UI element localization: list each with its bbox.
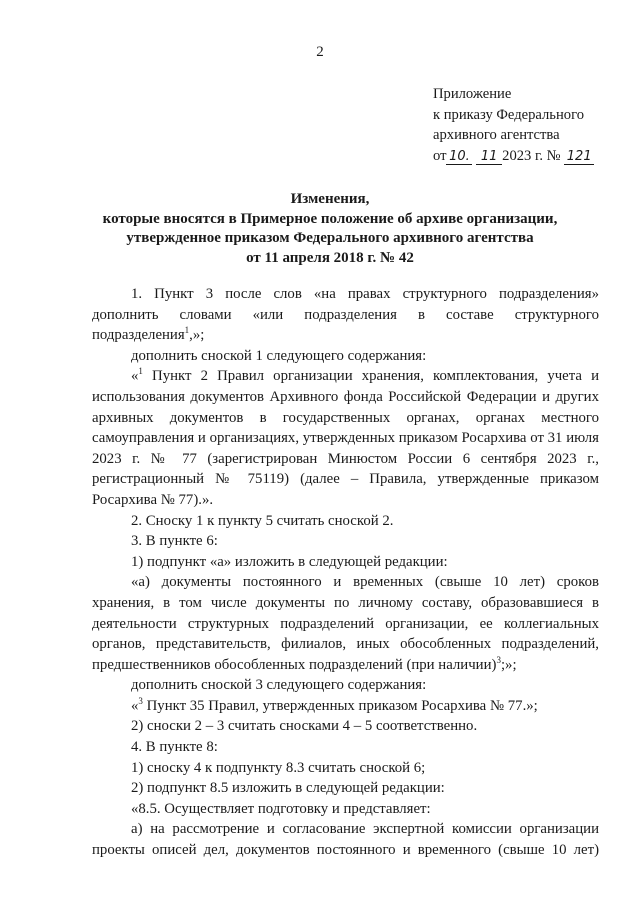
title-line-1: Изменения, — [290, 191, 370, 207]
date-year: 2023 г. № — [502, 147, 561, 164]
paragraph-1-end: ,»; — [189, 327, 205, 344]
paragraph-1 — [92, 284, 599, 346]
paragraph-12: 1) сноску 4 к подпункту 8.3 считать сноской 6; — [131, 759, 426, 776]
title-line-4: от 11 апреля 2018 г. № 42 — [246, 249, 414, 266]
footnote-ref-1b: 1 — [138, 366, 143, 377]
footnote-ref-3: 3 — [496, 654, 501, 665]
paragraph-9-text: Пункт 35 Правил, утвержденных приказом Росархива № 77.»; — [142, 697, 538, 714]
paragraph-3 — [92, 366, 599, 510]
document-body — [92, 284, 599, 861]
paragraph-13: 2) подпункт 8.5 изложить в следующей редакции: — [131, 780, 445, 797]
paragraph-2: дополнить сноской 1 следующего содержания: — [131, 347, 427, 364]
date-prefix: от — [433, 147, 447, 164]
title-line-3: утвержденное приказом Федерального архивного агентства — [126, 230, 534, 246]
paragraph-9-quote: « — [131, 697, 139, 714]
paragraph-3-text: Пункт 2 Правил организации хранения, комплектования, учета и использования документов Архивного фонда Российской Федерации и других архивных документов в государственных органах, органах местного самоуправления и организациях, утвержденных приказом Росархива от 31 июля 2023 г. № 77 (зарегистрирован Минюстом России 6 сентября 2023 г., регистрационный № 75119) (далее – Правила, утвержденные приказом Росархива № 77).». — [92, 368, 599, 508]
paragraph-10: 2) сноски 2 – 3 считать сносками 4 – 5 соответственно. — [131, 718, 478, 735]
paragraph-1-text: 1. Пункт 3 после слов «на правах структурного подразделения» дополнить словами «или подразделения в составе структурного подразделения — [92, 286, 599, 344]
handwritten-order-number: 121 — [564, 150, 594, 165]
document-title — [80, 190, 580, 268]
page-number: 2 — [316, 44, 324, 60]
appendix-line-3: архивного агентства — [433, 127, 560, 143]
paragraph-7 — [92, 572, 599, 675]
paragraph-7-end: ;»; — [500, 656, 517, 673]
paragraph-9 — [92, 696, 599, 717]
handwritten-day: 10. — [446, 150, 472, 165]
appendix-block — [433, 84, 633, 166]
title-line-2: которые вносятся в Примерное положение об архиве организации, — [102, 210, 558, 227]
paragraph-14: «8.5. Осуществляет подготовку и представляет: — [131, 800, 431, 817]
appendix-line-1: Приложение — [433, 86, 512, 102]
footnote-ref-1: 1 — [184, 325, 190, 336]
handwritten-month: 11 — [476, 150, 502, 165]
paragraph-8: дополнить сноской 3 следующего содержания: — [131, 677, 427, 694]
appendix-line-2: к приказу Федерального — [433, 106, 584, 123]
paragraph-3-quote: « — [131, 368, 139, 385]
paragraph-11: 4. В пункте 8: — [131, 739, 218, 756]
paragraph-4: 2. Сноску 1 к пункту 5 считать сноской 2. — [131, 512, 394, 529]
paragraph-5: 3. В пункте 6: — [131, 533, 218, 550]
paragraph-7-text: «а) документы постоянного и временных (свыше 10 лет) сроков хранения, в том числе документы по личному составу, образовавшиеся в деятельности структурных подразделений организации, ее коллегиальных органов, представительств, филиалов, иных обособленных подразделений, предшественников обособленных подразделений (при наличии) — [92, 574, 599, 673]
footnote-ref-3b: 3 — [138, 695, 143, 706]
paragraph-6: 1) подпункт «а» изложить в следующей редакции: — [131, 553, 448, 570]
paragraph-15: а) на рассмотрение и согласование экспертной комиссии организации проекты описей дел, документов постоянного и временного (свыше 10 лет) — [92, 821, 599, 859]
appendix-date-line — [433, 146, 633, 167]
